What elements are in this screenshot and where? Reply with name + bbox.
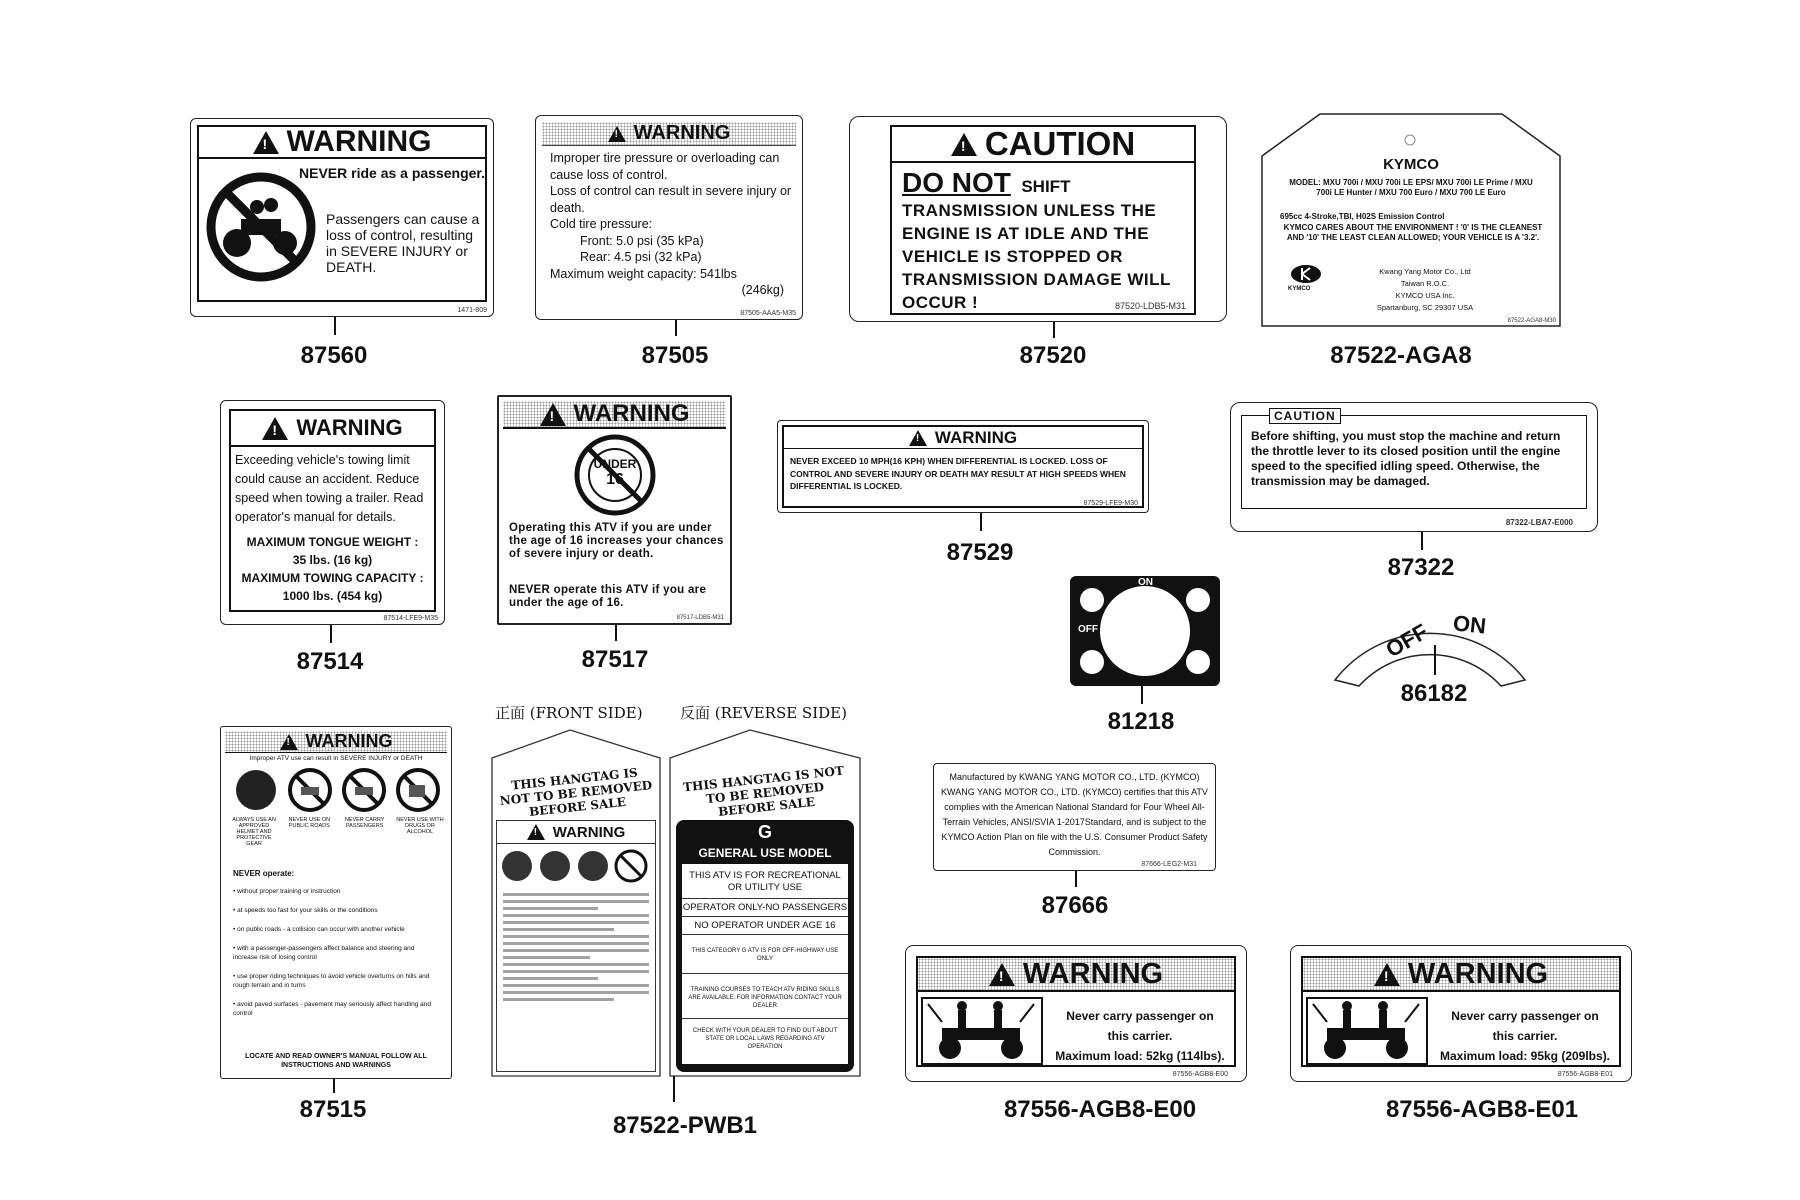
label-87517-header: ! WARNING: [503, 401, 726, 429]
label-87522-aga8-maker4: Spartanburg, SC 29307 USA: [1376, 303, 1474, 312]
label-87560-line1: NEVER ride as a passenger.: [299, 165, 485, 181]
label-87522-pwb1-r3: NO OPERATOR UNDER AGE 16: [682, 917, 848, 935]
part-number-81218: 81218: [1107, 708, 1175, 735]
label-87322: [1230, 402, 1598, 532]
label-87556-e00-l3: Maximum load: 52kg (114lbs).: [1055, 1049, 1225, 1063]
label-87514-body: Exceeding vehicle's towing limit could cause an accident. Reduce speed when towing a trailer. Read operator's manual for details.: [235, 453, 424, 524]
label-87515-icon-0: ALWAYS USE AN APPROVED HELMET AND PROTECTIVE GEAR: [232, 817, 276, 847]
part-number-87522-aga8: 87522-AGA8: [1330, 342, 1472, 369]
label-87522-aga8-env: KYMCO CARES ABOUT THE ENVIRONMENT ! '0' IS THE CLEANEST AND '10' THE LEAST CLEAN ALLOWED; YOUR VEHICLE IS A '3.2'.: [1283, 223, 1543, 242]
label-87556-e00-header: ! WARNING: [918, 958, 1234, 992]
label-87515-sub: Improper ATV use can result in SEVERE INJURY or DEATH: [249, 755, 423, 762]
label-87529-body: NEVER EXCEED 10 MPH(16 KPH) WHEN DIFFERENTIAL IS LOCKED. LOSS OF CONTROL AND SEVERE INJURY OR DEATH MAY RESULT AT HIGH SPEEDS WHEN DIFFERENTIAL IS LOCKED.: [790, 456, 1126, 491]
label-87515-icon-2: NEVER CARRY PASSENGERS: [344, 817, 385, 829]
label-87517-code: 87517-LDB5-M31: [676, 615, 724, 621]
label-87505: [535, 115, 803, 320]
label-87514-code: 87514-LFE9-M35: [383, 615, 438, 622]
label-87522-pwb1-hangtag-reverse: THIS HANGTAG IS NOT TO BE REMOVED BEFORE SALE: [682, 763, 845, 819]
part-number-87556-agb8-e00: 87556-AGB8-E00: [1003, 1096, 1197, 1123]
label-87505-weight: Maximum weight capacity: 541lbs: [550, 266, 737, 281]
label-87560-body: Passengers can cause a loss of control, resulting in SEVERE INJURY or DEATH.: [326, 211, 480, 275]
label-87517: [497, 395, 732, 625]
kymco-logo-icon: [1290, 264, 1322, 284]
part-number-87522-pwb1: 87522-PWB1: [612, 1112, 758, 1139]
label-87522-aga8-brand: KYMCO: [1383, 156, 1439, 173]
label-87520: [849, 116, 1227, 322]
label-87520-body: TRANSMISSION UNLESS THE ENGINE IS AT IDLE AND THE VEHICLE IS STOPPED OR TRANSMISSION DAMAGE WILL OCCUR !: [902, 201, 1171, 312]
label-87522-pwb1-front-side: 正面 (FRONT SIDE): [495, 704, 643, 722]
part-number-87556-agb8-e01: 87556-AGB8-E01: [1385, 1096, 1579, 1123]
label-87556-e00-code: 87556-AGB8-E00: [1172, 1071, 1228, 1078]
label-87529: [777, 420, 1149, 513]
label-87520-donot: DO NOT: [902, 167, 1011, 198]
label-87522-aga8-engine: 695cc 4-Stroke,TBI, H02S Emission Control: [1280, 212, 1445, 221]
part-number-87517: 87517: [581, 646, 649, 673]
label-87529-code: 87529-LFE9-M30: [1083, 500, 1138, 507]
part-number-87520: 87520: [1019, 342, 1087, 369]
label-87515-bullet-5: avoid paved surfaces - pavement may seriously affect handling and control: [233, 1001, 432, 1017]
label-87520-header: ! CAUTION: [892, 127, 1194, 163]
label-86182: [1325, 600, 1535, 690]
part-number-87666: 87666: [1041, 892, 1109, 919]
label-87560-header: ! WARNING: [199, 127, 485, 159]
label-87556-e01: [1290, 945, 1632, 1082]
warning-icon: [909, 430, 927, 446]
label-87556-e01-header: ! WARNING: [1303, 958, 1619, 992]
label-87529-header: ! WARNING: [784, 427, 1142, 449]
warning-icon: [262, 417, 288, 440]
label-87505-front: Front: 5.0 psi (35 kPa): [580, 233, 704, 248]
label-87522-pwb1-r5: TRAINING COURSES TO TEACH ATV RIDING SKILLS ARE AVAILABLE. FOR INFORMATION CONTACT YOUR DEALER: [682, 974, 848, 1019]
part-number-87560: 87560: [300, 342, 368, 369]
warning-icon: [527, 824, 545, 840]
label-87505-l2: Loss of control can result in severe injury or death.: [550, 184, 792, 215]
label-81218-off: OFF: [1078, 624, 1098, 635]
label-87666: [933, 763, 1216, 871]
atv-passenger-icon: [920, 996, 1044, 1066]
label-87515-bullet-4: use proper riding techniques to avoid vehicle overturns on hills and rough terrain and in turns: [233, 973, 430, 989]
label-87505-l1: Improper tire pressure or overloading can cause loss of control.: [550, 151, 780, 182]
label-87515-never: NEVER operate:: [233, 869, 295, 878]
label-87515-header: ! WARNING: [225, 731, 447, 753]
label-87522-pwb1-g: G: [757, 822, 772, 842]
label-87522-aga8-logo-text: KYMCO: [1288, 286, 1311, 292]
label-87560: [190, 118, 494, 317]
label-87322-header: CAUTION: [1269, 408, 1341, 424]
label-87522-aga8: [1260, 112, 1562, 328]
label-87515-icon-1: NEVER USE ON PUBLIC ROADS: [288, 817, 331, 829]
label-81218: [1070, 576, 1220, 686]
label-87505-header: ! WARNING: [542, 122, 796, 146]
label-87514-tongue-val: 35 lbs. (16 kg): [292, 553, 373, 567]
label-87505-weight2: (246kg): [741, 283, 784, 297]
warning-icon: [1374, 963, 1400, 986]
label-87322-code: 87322-LBA7-E000: [1505, 518, 1573, 527]
label-87522-pwb1-r6: CHECK WITH YOUR DEALER TO FIND OUT ABOUT STATE OR LOCAL LAWS REGARDING ATV OPERATION: [692, 1028, 838, 1050]
label-87522-aga8-model: MODEL: MXU 700i / MXU 700i LE EPS/ MXU 700i LE Prime / MXU 700i LE Hunter / MXU 700 Euro / MXU 700 LE Euro: [1289, 178, 1533, 197]
label-87517-p1: Operating this ATV if you are under the age of 16 increases your chances of severe injury or death.: [509, 522, 724, 560]
label-87556-e01-l1: Never carry passenger on: [1451, 1009, 1599, 1023]
label-87522-pwb1-r4: THIS CATEGORY G ATV IS FOR OFF-HIGHWAY USE ONLY: [682, 935, 848, 974]
label-87666-code: 87666-LEG2-M31: [1141, 861, 1197, 868]
warning-icon: [540, 403, 566, 426]
label-87514-header: ! WARNING: [231, 411, 434, 447]
label-87522-aga8-maker2: Taiwan R.O.C.: [1400, 279, 1450, 288]
warning-icon: [989, 963, 1015, 986]
warning-icon: [253, 131, 279, 154]
label-87522-pwb1-r1: THIS ATV IS FOR RECREATIONAL OR UTILITY USE: [682, 870, 848, 899]
warning-icon: [280, 734, 298, 750]
label-87515-bullet-0: without proper training or instruction: [237, 888, 341, 895]
label-87522-aga8-maker3: KYMCO USA Inc.: [1395, 291, 1455, 300]
atv-passenger-icon: [1305, 996, 1429, 1066]
label-87517-under: UNDER: [593, 457, 637, 471]
label-87522-aga8-code: 87522-AGA8-M30: [1507, 318, 1556, 324]
label-87515: ! WARNING Improper ATV use can result in SEVERE INJURY or DEATH ALWAYS USE AN APPROVED HELMET AND PROTECTIVE GEAR NEVER USE ON PUBLIC ROADS NEVER CARRY PASSENGERS NEVER USE WITH DRUGS OR ALCOHOL NEVER operate: • without proper training or instruction • at speeds too fast for your skills or the conditions • on public roads - a collision can occur with another vehicle • with a passenger-passengers affect balance and steering and increase risk of losing control • use proper riding techniques to avoid vehicle overturns on hills and rough terrain and in turns • avoid paved surfaces - pavement may seriously affect handling and control LOCATE AND READ OWNER'S MANUAL FOLLOW ALL INSTRUCTIONS AND WARNINGS: [220, 726, 452, 1079]
label-87522-pwb1-warning-header: ! WARNING: [497, 821, 655, 844]
label-87556-e01-code: 87556-AGB8-E01: [1557, 1071, 1613, 1078]
label-86182-off: OFF: [1381, 618, 1433, 663]
caution-icon: [951, 133, 977, 156]
label-87515-bullet-2: on public roads - a collision can occur with another vehicle: [237, 926, 405, 933]
label-87514: [220, 400, 445, 625]
part-number-87514: 87514: [296, 648, 364, 675]
label-87515-icon-3: NEVER USE WITH DRUGS OR ALCOHOL: [396, 817, 444, 835]
label-87556-e01-l3: Maximum load: 95kg (209lbs).: [1439, 1049, 1611, 1063]
label-87514-tow: MAXIMUM TOWING CAPACITY :: [241, 571, 424, 585]
label-87522-pwb1-hangtag-front: THIS HANGTAG IS NOT TO BE REMOVED BEFORE SALE: [499, 765, 653, 819]
label-87322-body: Before shifting, you must stop the machine and return the throttle lever to its closed position until the engine speed to the specified idling speed. Otherwise, the transmission may be damaged.: [1251, 429, 1561, 488]
label-87522-pwb1-general: GENERAL USE MODEL: [698, 846, 832, 860]
label-87505-l3: Cold tire pressure:: [550, 217, 653, 231]
label-87515-bullet-3: with a passenger-passengers affect balance and steering and increase risk of losing control: [233, 945, 415, 961]
label-87517-p2: NEVER operate this ATV if you are under the age of 16.: [509, 584, 707, 609]
label-87556-e01-l2: this carrier.: [1492, 1029, 1558, 1043]
part-number-87515: 87515: [299, 1096, 367, 1123]
label-87522-pwb1-reverse-side: 反面 (REVERSE SIDE): [680, 704, 847, 722]
part-number-86182: 86182: [1400, 680, 1468, 707]
label-87515-bullet-1: at speeds too fast for your skills or the conditions: [237, 907, 378, 914]
label-87515-icons: [229, 767, 445, 813]
label-87514-tow-val: 1000 lbs. (454 kg): [282, 589, 383, 603]
part-number-87505: 87505: [641, 342, 709, 369]
label-87505-rear: Rear: 4.5 psi (32 kPa): [580, 250, 702, 264]
label-87666-body: Manufactured by KWANG YANG MOTOR CO., LTD. (KYMCO) KWANG YANG MOTOR CO., LTD. (KYMCO) certifies that this ATV complies with the American National Standard for Four Wheel All-Terrain Vehicles, ANSI/SVIA 1-2017Standard, and is subject to the KYMCO Action Plan on file with the U.S. Consumer Product Safety Commission.: [941, 772, 1208, 857]
label-87517-age: 16: [606, 471, 624, 488]
label-86182-on: ON: [1451, 610, 1488, 639]
label-87515-footer: LOCATE AND READ OWNER'S MANUAL FOLLOW ALL INSTRUCTIONS AND WARNINGS: [245, 1053, 427, 1069]
warning-icon: [608, 126, 626, 142]
label-87522-pwb1-reverse: [672, 760, 858, 1076]
label-81218-on: ON: [1138, 577, 1153, 588]
label-87505-code: 87505-AAA5-M35: [740, 310, 796, 317]
part-number-87529: 87529: [946, 539, 1014, 566]
label-87522-pwb1-front: [492, 760, 660, 1076]
label-87520-code: 87520-LDB5-M31: [1114, 301, 1186, 311]
label-87522-pwb1-icons: [497, 844, 655, 884]
label-87520-shift: SHIFT: [1021, 177, 1071, 196]
label-87560-code: 1471-809: [457, 307, 487, 314]
label-87556-e00-l2: this carrier.: [1107, 1029, 1173, 1043]
no-passenger-icon: [205, 171, 317, 283]
label-87522-pwb1-r2: OPERATOR ONLY-NO PASSENGERS: [682, 899, 848, 917]
label-87514-tongue: MAXIMUM TONGUE WEIGHT :: [246, 535, 419, 549]
label-87556-e00: [905, 945, 1247, 1082]
label-87522-aga8-maker1: Kwang Yang Motor Co., Ltd: [1379, 267, 1471, 276]
part-number-87322: 87322: [1387, 554, 1455, 581]
label-87556-e00-l1: Never carry passenger on: [1066, 1009, 1214, 1023]
